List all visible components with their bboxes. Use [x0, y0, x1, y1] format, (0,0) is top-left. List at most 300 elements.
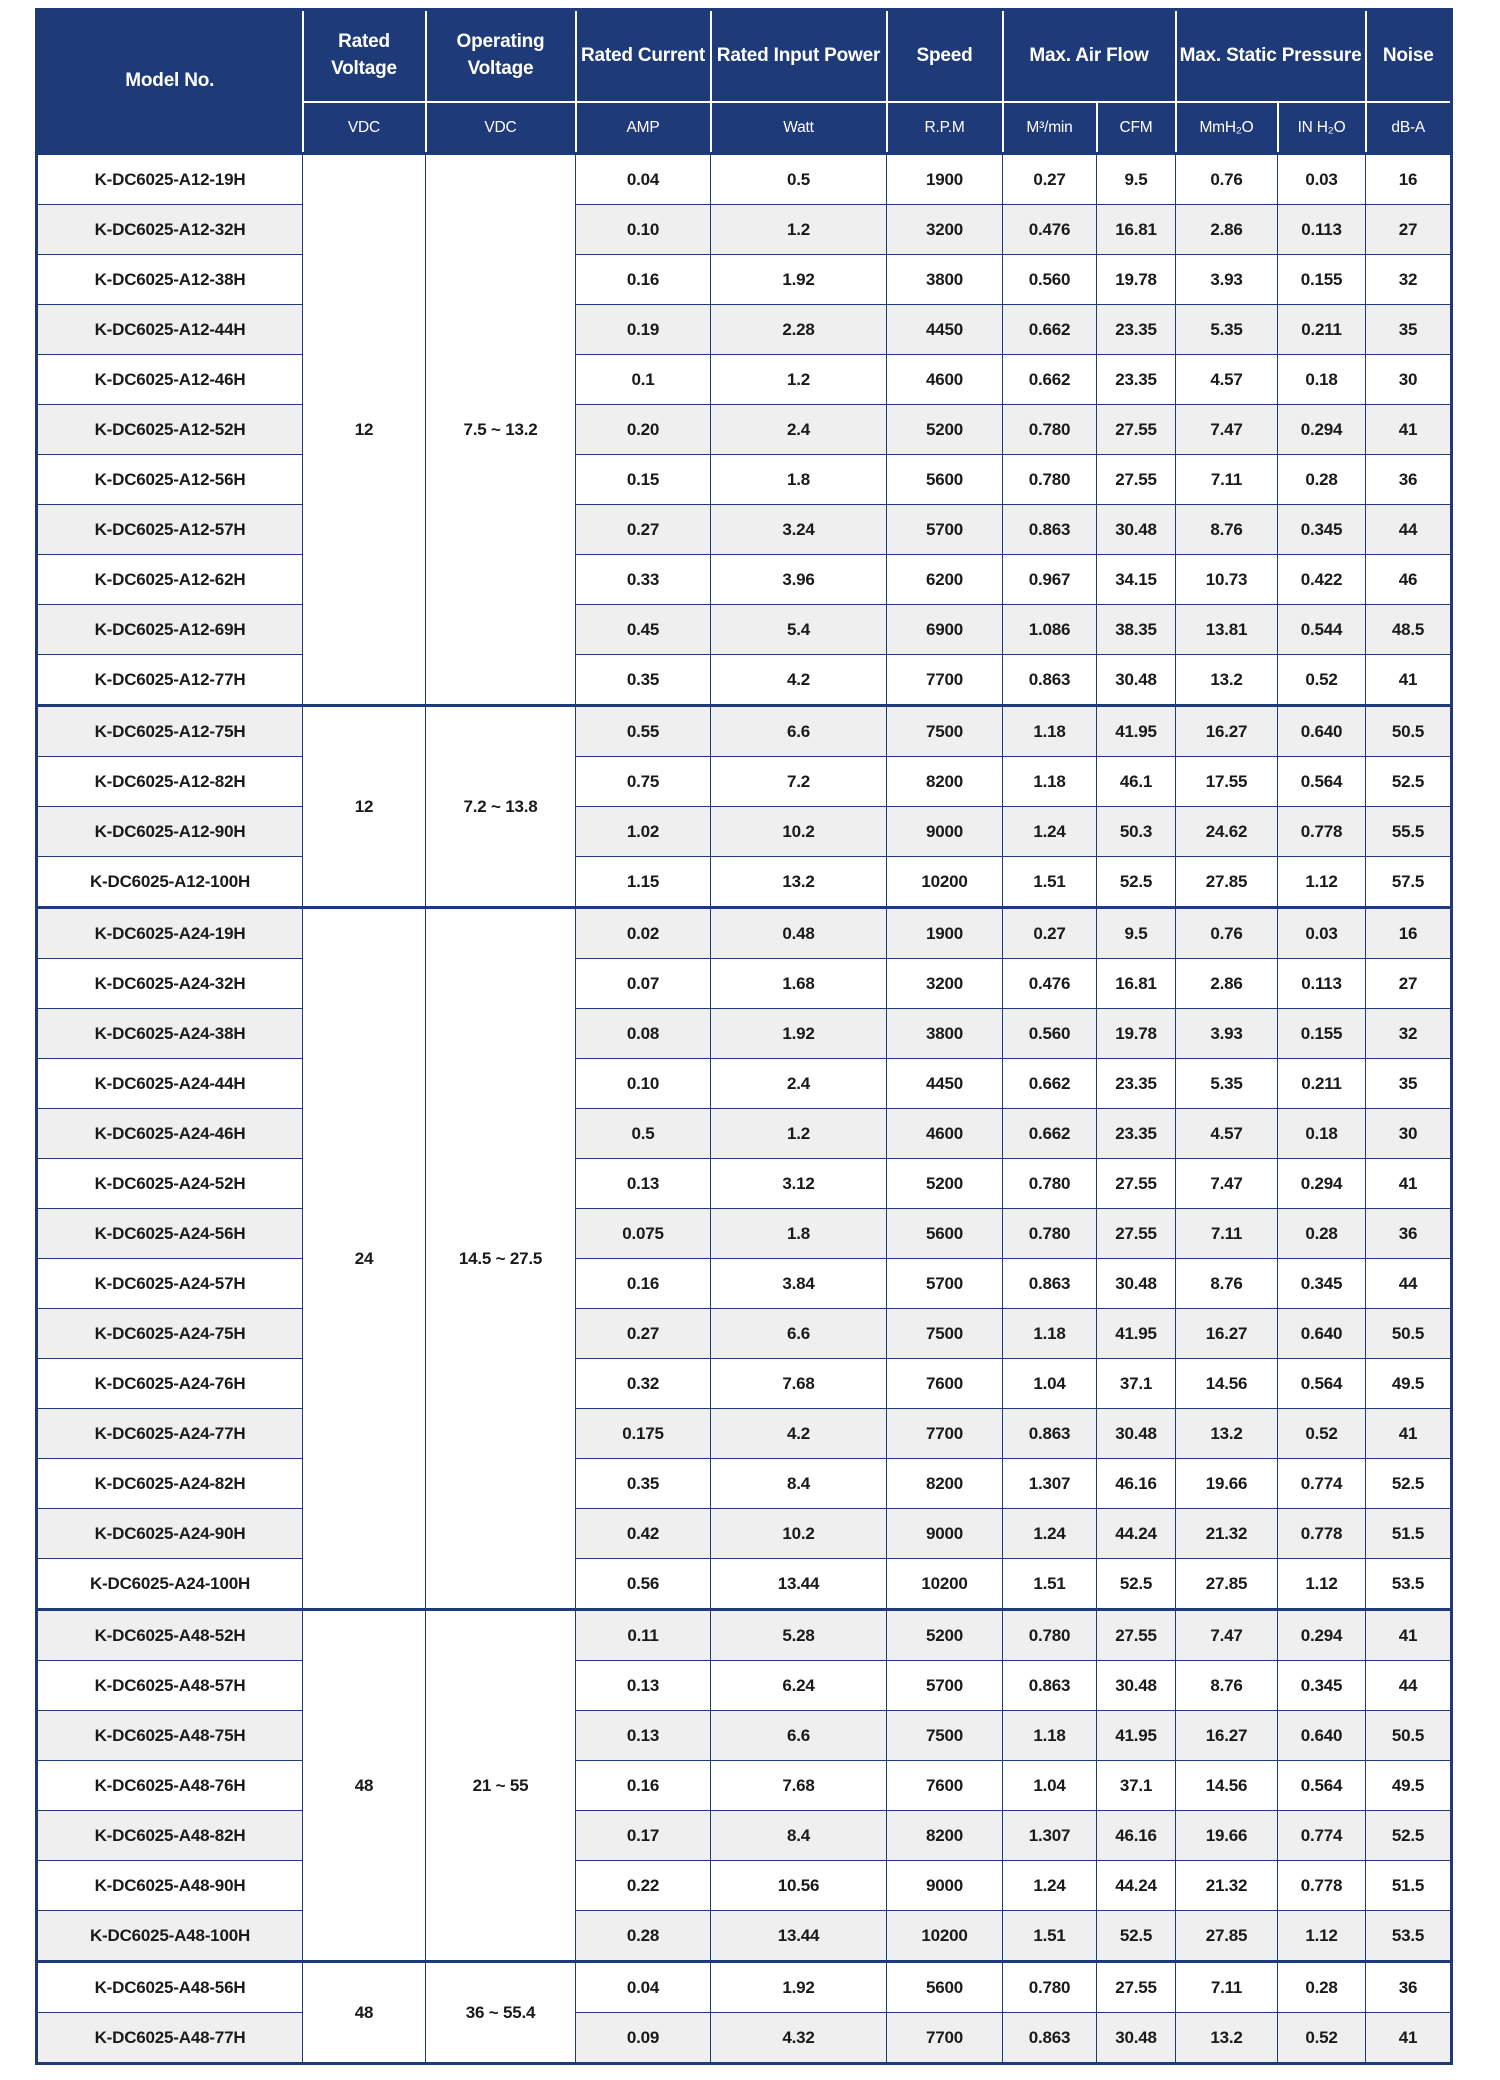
col-header-model: Model No.: [37, 10, 303, 154]
rated-input-power-cell: 10.2: [711, 1509, 887, 1559]
static-pressure-inh2o-cell: 0.345: [1278, 1661, 1366, 1711]
static-pressure-inh2o-cell: 0.211: [1278, 1059, 1366, 1109]
noise-cell: 44: [1366, 1259, 1452, 1309]
table-row: [37, 1861, 1452, 1911]
static-pressure-mmh2o-cell: 5.35: [1176, 305, 1278, 355]
table-row: [37, 1711, 1452, 1761]
rated-current-cell: 0.02: [576, 908, 711, 959]
speed-cell: 5200: [887, 405, 1003, 455]
static-pressure-mmh2o-cell: 14.56: [1176, 1761, 1278, 1811]
airflow-cfm-cell: 30.48: [1097, 1409, 1176, 1459]
speed-cell: 8200: [887, 1459, 1003, 1509]
noise-cell: 52.5: [1366, 1459, 1452, 1509]
rated-input-power-cell: 3.12: [711, 1159, 887, 1209]
noise-cell: 53.5: [1366, 1911, 1452, 1962]
static-pressure-inh2o-cell: 0.03: [1278, 154, 1366, 205]
static-pressure-inh2o-cell: 0.52: [1278, 1409, 1366, 1459]
airflow-m3min-cell: 0.863: [1003, 1661, 1097, 1711]
rated-input-power-cell: 1.92: [711, 1009, 887, 1059]
unit-m3min: M³/min: [1003, 102, 1097, 154]
airflow-m3min-cell: 0.27: [1003, 908, 1097, 959]
fan-spec-table: [35, 8, 1453, 2065]
speed-cell: 9000: [887, 1861, 1003, 1911]
airflow-m3min-cell: 0.967: [1003, 555, 1097, 605]
table-row: [37, 205, 1452, 255]
static-pressure-mmh2o-cell: 13.2: [1176, 1409, 1278, 1459]
static-pressure-mmh2o-cell: 3.93: [1176, 255, 1278, 305]
static-pressure-mmh2o-cell: 8.76: [1176, 1661, 1278, 1711]
airflow-cfm-cell: 30.48: [1097, 655, 1176, 706]
table-row: [37, 807, 1452, 857]
speed-cell: 4450: [887, 1059, 1003, 1109]
noise-cell: 44: [1366, 505, 1452, 555]
speed-cell: 7700: [887, 655, 1003, 706]
airflow-m3min-cell: 0.780: [1003, 405, 1097, 455]
rated-input-power-cell: 7.68: [711, 1359, 887, 1409]
noise-cell: 16: [1366, 908, 1452, 959]
unit-speed: R.P.M: [887, 102, 1003, 154]
model-cell: K-DC6025-A12-62H: [37, 555, 303, 605]
unit-rated-input-power: Watt: [711, 102, 887, 154]
rated-input-power-cell: 6.24: [711, 1661, 887, 1711]
model-cell: K-DC6025-A12-77H: [37, 655, 303, 706]
airflow-m3min-cell: 0.780: [1003, 1962, 1097, 2013]
unit-noise: dB-A: [1366, 102, 1452, 154]
airflow-cfm-cell: 34.15: [1097, 555, 1176, 605]
airflow-cfm-cell: 52.5: [1097, 1911, 1176, 1962]
speed-cell: 7600: [887, 1761, 1003, 1811]
rated-current-cell: 0.07: [576, 959, 711, 1009]
noise-cell: 36: [1366, 1962, 1452, 2013]
airflow-cfm-cell: 52.5: [1097, 857, 1176, 908]
rated-current-cell: 0.08: [576, 1009, 711, 1059]
speed-cell: 3200: [887, 205, 1003, 255]
static-pressure-mmh2o-cell: 27.85: [1176, 1911, 1278, 1962]
static-pressure-mmh2o-cell: 16.27: [1176, 706, 1278, 757]
model-cell: K-DC6025-A12-75H: [37, 706, 303, 757]
noise-cell: 50.5: [1366, 706, 1452, 757]
airflow-m3min-cell: 0.780: [1003, 1610, 1097, 1661]
airflow-m3min-cell: 1.24: [1003, 1509, 1097, 1559]
model-cell: K-DC6025-A12-46H: [37, 355, 303, 405]
rated-current-cell: 0.15: [576, 455, 711, 505]
table-row: [37, 908, 1452, 959]
rated-current-cell: 0.22: [576, 1861, 711, 1911]
table-row: [37, 1409, 1452, 1459]
rated-input-power-cell: 0.5: [711, 154, 887, 205]
static-pressure-inh2o-cell: 0.774: [1278, 1459, 1366, 1509]
static-pressure-inh2o-cell: 1.12: [1278, 1559, 1366, 1610]
airflow-m3min-cell: 1.18: [1003, 706, 1097, 757]
model-cell: K-DC6025-A12-90H: [37, 807, 303, 857]
noise-cell: 41: [1366, 1409, 1452, 1459]
static-pressure-mmh2o-cell: 19.66: [1176, 1811, 1278, 1861]
static-pressure-inh2o-cell: 0.113: [1278, 959, 1366, 1009]
table-row: [37, 1911, 1452, 1962]
model-cell: K-DC6025-A24-56H: [37, 1209, 303, 1259]
static-pressure-mmh2o-cell: 17.55: [1176, 757, 1278, 807]
rated-current-cell: 0.04: [576, 154, 711, 205]
static-pressure-inh2o-cell: 0.18: [1278, 355, 1366, 405]
speed-cell: 3800: [887, 255, 1003, 305]
airflow-cfm-cell: 27.55: [1097, 455, 1176, 505]
noise-cell: 52.5: [1366, 757, 1452, 807]
noise-cell: 46: [1366, 555, 1452, 605]
speed-cell: 6200: [887, 555, 1003, 605]
static-pressure-inh2o-cell: 0.03: [1278, 908, 1366, 959]
model-cell: K-DC6025-A12-52H: [37, 405, 303, 455]
airflow-m3min-cell: 1.24: [1003, 1861, 1097, 1911]
table-row: [37, 1559, 1452, 1610]
unit-operating-voltage: VDC: [426, 102, 576, 154]
rated-input-power-cell: 4.2: [711, 655, 887, 706]
table-row: [37, 655, 1452, 706]
airflow-m3min-cell: 1.18: [1003, 1309, 1097, 1359]
airflow-m3min-cell: 1.51: [1003, 1559, 1097, 1610]
airflow-cfm-cell: 41.95: [1097, 1309, 1176, 1359]
rated-input-power-cell: 5.28: [711, 1610, 887, 1661]
rated-current-cell: 0.28: [576, 1911, 711, 1962]
speed-cell: 3200: [887, 959, 1003, 1009]
noise-cell: 53.5: [1366, 1559, 1452, 1610]
airflow-m3min-cell: 1.04: [1003, 1761, 1097, 1811]
table-row: [37, 405, 1452, 455]
rated-input-power-cell: 6.6: [711, 706, 887, 757]
speed-cell: 8200: [887, 757, 1003, 807]
airflow-cfm-cell: 16.81: [1097, 959, 1176, 1009]
static-pressure-inh2o-cell: 1.12: [1278, 1911, 1366, 1962]
col-header-rated-current: Rated Current: [576, 10, 711, 103]
rated-input-power-cell: 10.2: [711, 807, 887, 857]
airflow-cfm-cell: 16.81: [1097, 205, 1176, 255]
noise-cell: 52.5: [1366, 1811, 1452, 1861]
airflow-cfm-cell: 27.55: [1097, 1610, 1176, 1661]
static-pressure-inh2o-cell: 0.211: [1278, 305, 1366, 355]
static-pressure-inh2o-cell: 0.28: [1278, 455, 1366, 505]
model-cell: K-DC6025-A48-52H: [37, 1610, 303, 1661]
rated-current-cell: 0.35: [576, 1459, 711, 1509]
static-pressure-inh2o-cell: 0.640: [1278, 1711, 1366, 1761]
speed-cell: 7600: [887, 1359, 1003, 1409]
static-pressure-mmh2o-cell: 5.35: [1176, 1059, 1278, 1109]
rated-current-cell: 0.35: [576, 655, 711, 706]
speed-cell: 7700: [887, 1409, 1003, 1459]
table-row: [37, 1811, 1452, 1861]
static-pressure-mmh2o-cell: 27.85: [1176, 1559, 1278, 1610]
static-pressure-mmh2o-cell: 8.76: [1176, 1259, 1278, 1309]
model-cell: K-DC6025-A24-76H: [37, 1359, 303, 1409]
table-row: [37, 1459, 1452, 1509]
col-header-max-static-pressure: Max. Static Pressure: [1176, 10, 1366, 103]
rated-current-cell: 0.27: [576, 1309, 711, 1359]
model-cell: K-DC6025-A48-76H: [37, 1761, 303, 1811]
airflow-cfm-cell: 30.48: [1097, 1661, 1176, 1711]
noise-cell: 50.5: [1366, 1711, 1452, 1761]
table-row: [37, 1962, 1452, 2013]
airflow-cfm-cell: 30.48: [1097, 2013, 1176, 2064]
rated-input-power-cell: 1.8: [711, 455, 887, 505]
noise-cell: 44: [1366, 1661, 1452, 1711]
model-cell: K-DC6025-A12-100H: [37, 857, 303, 908]
noise-cell: 49.5: [1366, 1359, 1452, 1409]
model-cell: K-DC6025-A48-82H: [37, 1811, 303, 1861]
unit-cfm: CFM: [1097, 102, 1176, 154]
static-pressure-inh2o-cell: 0.155: [1278, 1009, 1366, 1059]
table-row: [37, 1610, 1452, 1661]
noise-cell: 30: [1366, 1109, 1452, 1159]
static-pressure-inh2o-cell: 0.294: [1278, 1159, 1366, 1209]
static-pressure-mmh2o-cell: 13.81: [1176, 605, 1278, 655]
airflow-m3min-cell: 0.560: [1003, 255, 1097, 305]
airflow-cfm-cell: 23.35: [1097, 355, 1176, 405]
rated-current-cell: 0.16: [576, 1761, 711, 1811]
airflow-m3min-cell: 1.04: [1003, 1359, 1097, 1409]
airflow-cfm-cell: 37.1: [1097, 1761, 1176, 1811]
rated-input-power-cell: 1.92: [711, 1962, 887, 2013]
static-pressure-inh2o-cell: 0.564: [1278, 1761, 1366, 1811]
header-row-titles: [37, 10, 1452, 103]
rated-input-power-cell: 13.44: [711, 1559, 887, 1610]
rated-input-power-cell: 7.68: [711, 1761, 887, 1811]
speed-cell: 8200: [887, 1811, 1003, 1861]
static-pressure-mmh2o-cell: 7.11: [1176, 455, 1278, 505]
rated-current-cell: 0.32: [576, 1359, 711, 1409]
airflow-cfm-cell: 37.1: [1097, 1359, 1176, 1409]
rated-input-power-cell: 8.4: [711, 1811, 887, 1861]
rated-current-cell: 0.1: [576, 355, 711, 405]
model-cell: K-DC6025-A24-82H: [37, 1459, 303, 1509]
noise-cell: 36: [1366, 455, 1452, 505]
static-pressure-mmh2o-cell: 24.62: [1176, 807, 1278, 857]
rated-current-cell: 0.13: [576, 1711, 711, 1761]
rated-current-cell: 0.33: [576, 555, 711, 605]
rated-current-cell: 0.09: [576, 2013, 711, 2064]
table-row: [37, 455, 1452, 505]
col-header-speed: Speed: [887, 10, 1003, 103]
airflow-m3min-cell: 0.863: [1003, 1409, 1097, 1459]
speed-cell: 5600: [887, 1209, 1003, 1259]
airflow-cfm-cell: 27.55: [1097, 405, 1176, 455]
airflow-m3min-cell: 0.476: [1003, 205, 1097, 255]
static-pressure-mmh2o-cell: 7.11: [1176, 1209, 1278, 1259]
table-row: [37, 605, 1452, 655]
model-cell: K-DC6025-A12-57H: [37, 505, 303, 555]
table-row: [37, 305, 1452, 355]
rated-input-power-cell: 1.2: [711, 205, 887, 255]
table-row: [37, 1509, 1452, 1559]
unit-rated-current: AMP: [576, 102, 711, 154]
noise-cell: 41: [1366, 1610, 1452, 1661]
model-cell: K-DC6025-A24-100H: [37, 1559, 303, 1610]
col-header-rated-input-power: Rated Input Power: [711, 10, 887, 103]
model-cell: K-DC6025-A12-56H: [37, 455, 303, 505]
table-row: [37, 1309, 1452, 1359]
model-cell: K-DC6025-A48-56H: [37, 1962, 303, 2013]
rated-current-cell: 0.10: [576, 205, 711, 255]
rated-input-power-cell: 2.28: [711, 305, 887, 355]
noise-cell: 32: [1366, 255, 1452, 305]
airflow-cfm-cell: 27.55: [1097, 1159, 1176, 1209]
airflow-m3min-cell: 0.560: [1003, 1009, 1097, 1059]
model-cell: K-DC6025-A12-82H: [37, 757, 303, 807]
model-cell: K-DC6025-A12-38H: [37, 255, 303, 305]
rated-voltage-cell: 48: [303, 1610, 426, 1962]
speed-cell: 10200: [887, 1911, 1003, 1962]
noise-cell: 27: [1366, 959, 1452, 1009]
rated-voltage-cell: 48: [303, 1962, 426, 2064]
operating-voltage-cell: 21 ~ 55: [426, 1610, 576, 1962]
rated-current-cell: 0.75: [576, 757, 711, 807]
noise-cell: 49.5: [1366, 1761, 1452, 1811]
static-pressure-inh2o-cell: 0.774: [1278, 1811, 1366, 1861]
static-pressure-mmh2o-cell: 4.57: [1176, 1109, 1278, 1159]
rated-current-cell: 0.10: [576, 1059, 711, 1109]
airflow-cfm-cell: 9.5: [1097, 154, 1176, 205]
static-pressure-inh2o-cell: 0.778: [1278, 1861, 1366, 1911]
static-pressure-mmh2o-cell: 27.85: [1176, 857, 1278, 908]
model-cell: K-DC6025-A24-19H: [37, 908, 303, 959]
rated-current-cell: 0.13: [576, 1159, 711, 1209]
operating-voltage-cell: 7.2 ~ 13.8: [426, 706, 576, 908]
airflow-m3min-cell: 0.27: [1003, 154, 1097, 205]
airflow-cfm-cell: 44.24: [1097, 1861, 1176, 1911]
model-cell: K-DC6025-A48-90H: [37, 1861, 303, 1911]
unit-mmh2o: MmH₂O: [1176, 102, 1278, 154]
noise-cell: 36: [1366, 1209, 1452, 1259]
rated-current-cell: 0.55: [576, 706, 711, 757]
airflow-cfm-cell: 27.55: [1097, 1962, 1176, 2013]
static-pressure-mmh2o-cell: 16.27: [1176, 1711, 1278, 1761]
rated-input-power-cell: 4.2: [711, 1409, 887, 1459]
model-cell: K-DC6025-A12-19H: [37, 154, 303, 205]
noise-cell: 41: [1366, 655, 1452, 706]
rated-current-cell: 0.11: [576, 1610, 711, 1661]
col-header-noise: Noise: [1366, 10, 1452, 103]
rated-input-power-cell: 3.24: [711, 505, 887, 555]
noise-cell: 41: [1366, 1159, 1452, 1209]
noise-cell: 41: [1366, 405, 1452, 455]
model-cell: K-DC6025-A24-38H: [37, 1009, 303, 1059]
speed-cell: 5200: [887, 1159, 1003, 1209]
table-row: [37, 1259, 1452, 1309]
static-pressure-mmh2o-cell: 8.76: [1176, 505, 1278, 555]
rated-current-cell: 0.19: [576, 305, 711, 355]
airflow-cfm-cell: 41.95: [1097, 1711, 1176, 1761]
airflow-cfm-cell: 23.35: [1097, 1059, 1176, 1109]
table-row: [37, 255, 1452, 305]
rated-current-cell: 0.04: [576, 1962, 711, 2013]
speed-cell: 5700: [887, 1661, 1003, 1711]
static-pressure-mmh2o-cell: 13.2: [1176, 2013, 1278, 2064]
rated-current-cell: 0.16: [576, 1259, 711, 1309]
rated-input-power-cell: 13.2: [711, 857, 887, 908]
col-header-max-air-flow: Max. Air Flow: [1003, 10, 1176, 103]
airflow-m3min-cell: 0.662: [1003, 1059, 1097, 1109]
operating-voltage-cell: 14.5 ~ 27.5: [426, 908, 576, 1610]
rated-current-cell: 0.20: [576, 405, 711, 455]
rated-current-cell: 0.17: [576, 1811, 711, 1861]
speed-cell: 4600: [887, 1109, 1003, 1159]
speed-cell: 10200: [887, 1559, 1003, 1610]
rated-voltage-cell: 12: [303, 706, 426, 908]
table-row: [37, 1109, 1452, 1159]
model-cell: K-DC6025-A12-69H: [37, 605, 303, 655]
airflow-m3min-cell: 1.086: [1003, 605, 1097, 655]
noise-cell: 41: [1366, 2013, 1452, 2064]
rated-current-cell: 0.175: [576, 1409, 711, 1459]
airflow-m3min-cell: 1.51: [1003, 857, 1097, 908]
static-pressure-mmh2o-cell: 2.86: [1176, 205, 1278, 255]
static-pressure-inh2o-cell: 0.155: [1278, 255, 1366, 305]
rated-input-power-cell: 1.92: [711, 255, 887, 305]
static-pressure-inh2o-cell: 0.52: [1278, 655, 1366, 706]
airflow-m3min-cell: 0.863: [1003, 2013, 1097, 2064]
model-cell: K-DC6025-A24-46H: [37, 1109, 303, 1159]
table-row: [37, 355, 1452, 405]
table-row: [37, 1059, 1452, 1109]
speed-cell: 1900: [887, 154, 1003, 205]
rated-current-cell: 0.27: [576, 505, 711, 555]
static-pressure-inh2o-cell: 0.345: [1278, 1259, 1366, 1309]
static-pressure-mmh2o-cell: 0.76: [1176, 908, 1278, 959]
model-cell: K-DC6025-A12-32H: [37, 205, 303, 255]
airflow-m3min-cell: 1.18: [1003, 1711, 1097, 1761]
rated-input-power-cell: 10.56: [711, 1861, 887, 1911]
noise-cell: 16: [1366, 154, 1452, 205]
table-row: [37, 959, 1452, 1009]
rated-input-power-cell: 2.4: [711, 1059, 887, 1109]
table-row: [37, 1009, 1452, 1059]
table-row: [37, 154, 1452, 205]
airflow-m3min-cell: 0.863: [1003, 505, 1097, 555]
airflow-cfm-cell: 52.5: [1097, 1559, 1176, 1610]
static-pressure-mmh2o-cell: 3.93: [1176, 1009, 1278, 1059]
unit-inh2o: IN H₂O: [1278, 102, 1366, 154]
noise-cell: 27: [1366, 205, 1452, 255]
col-header-rated-voltage: Rated Voltage: [303, 10, 426, 103]
static-pressure-mmh2o-cell: 10.73: [1176, 555, 1278, 605]
noise-cell: 51.5: [1366, 1509, 1452, 1559]
rated-current-cell: 1.15: [576, 857, 711, 908]
airflow-cfm-cell: 9.5: [1097, 908, 1176, 959]
rated-current-cell: 0.5: [576, 1109, 711, 1159]
static-pressure-inh2o-cell: 0.345: [1278, 505, 1366, 555]
airflow-cfm-cell: 41.95: [1097, 706, 1176, 757]
rated-input-power-cell: 1.8: [711, 1209, 887, 1259]
rated-input-power-cell: 7.2: [711, 757, 887, 807]
speed-cell: 5700: [887, 505, 1003, 555]
speed-cell: 7500: [887, 1309, 1003, 1359]
rated-input-power-cell: 5.4: [711, 605, 887, 655]
static-pressure-inh2o-cell: 0.113: [1278, 205, 1366, 255]
static-pressure-inh2o-cell: 0.778: [1278, 807, 1366, 857]
airflow-cfm-cell: 46.1: [1097, 757, 1176, 807]
static-pressure-mmh2o-cell: 19.66: [1176, 1459, 1278, 1509]
airflow-m3min-cell: 0.780: [1003, 455, 1097, 505]
table-row: [37, 1209, 1452, 1259]
rated-current-cell: 0.075: [576, 1209, 711, 1259]
table-row: [37, 1661, 1452, 1711]
model-cell: K-DC6025-A24-57H: [37, 1259, 303, 1309]
model-cell: K-DC6025-A48-57H: [37, 1661, 303, 1711]
speed-cell: 5600: [887, 455, 1003, 505]
airflow-m3min-cell: 1.307: [1003, 1459, 1097, 1509]
table-row: [37, 2013, 1452, 2064]
airflow-m3min-cell: 0.662: [1003, 1109, 1097, 1159]
airflow-m3min-cell: 0.780: [1003, 1159, 1097, 1209]
static-pressure-inh2o-cell: 0.640: [1278, 1309, 1366, 1359]
static-pressure-inh2o-cell: 0.18: [1278, 1109, 1366, 1159]
